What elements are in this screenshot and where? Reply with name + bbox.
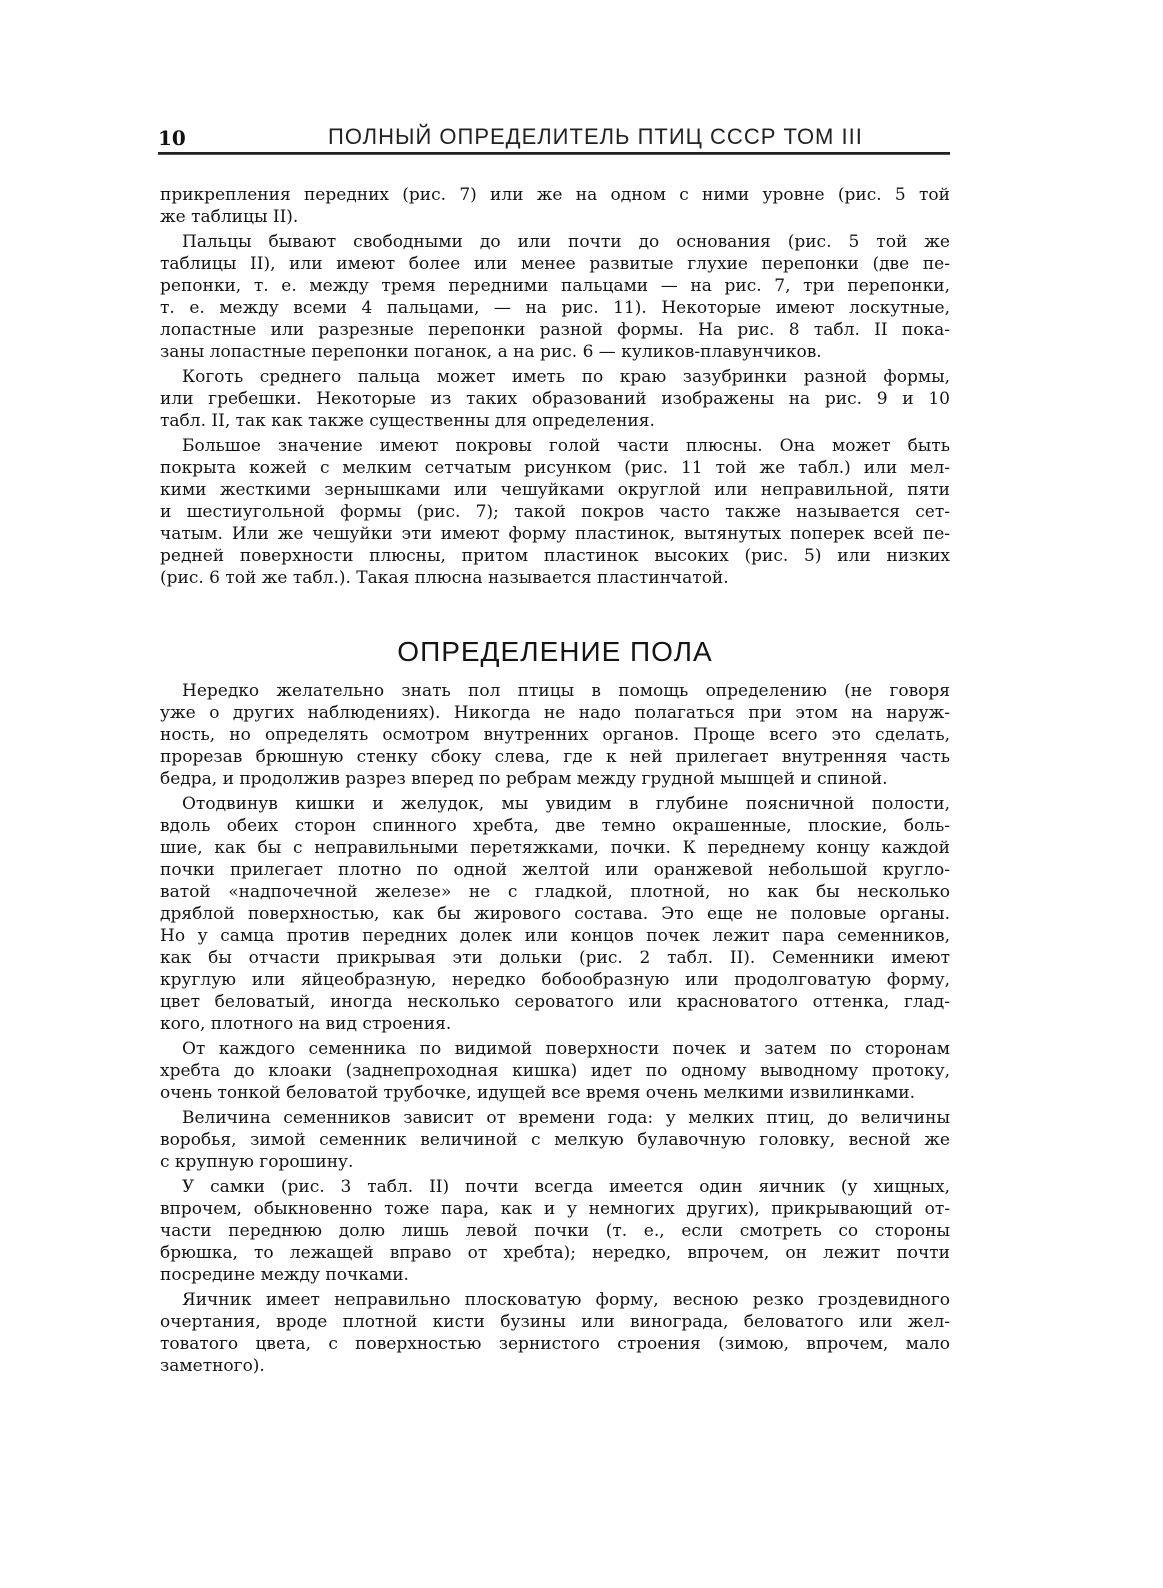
text-line: покрыта кожей с мелким сетчатым рисунком (рис. 11 той же табл.) или мел- xyxy=(160,458,950,478)
paragraph xyxy=(160,680,950,790)
text-line: и шестиугольной формы (рис. 7); такой покров часто также называется сет- xyxy=(160,502,950,522)
text-line: ватой «надпочечной железе» не с гладкой, плотной, но как бы несколько xyxy=(160,882,950,902)
text-line: бедра, и продолжив разрез вперед по ребрам между грудной мышцей и спиной. xyxy=(160,769,888,789)
text-line: заны лопастные перепонки поганок, а на рис. 6 — куликов-плавунчиков. xyxy=(160,342,822,362)
text-line: посредине между почками. xyxy=(160,1265,409,1285)
text-line: прорезав брюшную стенку сбоку слева, где к ней прилегает внутренняя часть xyxy=(160,747,950,767)
text-line: Пальцы бывают свободными до или почти до основания (рис. 5 той же xyxy=(182,232,950,252)
paragraph xyxy=(160,231,950,363)
text-line: Яичник имеет неправильно плосковатую форму, весною резко гроздевидного xyxy=(182,1290,950,1310)
paragraph xyxy=(160,1176,950,1286)
text-line: цвет беловатый, иногда несколько сероватого или красноватого оттенка, глад- xyxy=(160,992,950,1012)
paragraph xyxy=(160,435,950,589)
text-line: заметного). xyxy=(160,1356,265,1376)
text-line: дряблой поверхностью, как бы жирового состава. Это еще не половые органы. xyxy=(160,904,950,924)
text-line: как бы отчасти прикрывая эти дольки (рис. 2 табл. II). Семенники имеют xyxy=(160,948,950,968)
text-line: очень тонкой беловатой трубочке, идущей все время очень мелкими извилинками. xyxy=(160,1083,916,1103)
text-line: шие, как бы с неправильными перетяжками, почки. К переднему концу каждой xyxy=(160,838,950,858)
text-line: вдоль обеих сторон спинного хребта, две темно окрашенные, плоские, боль- xyxy=(160,816,950,836)
text-line: лопастные или разрезные перепонки разной формы. На рис. 8 табл. II пока- xyxy=(160,320,950,340)
text-line: или гребешки. Некоторые из таких образований изображены на рис. 9 и 10 xyxy=(160,389,950,409)
running-title: ПОЛНЫЙ ОПРЕДЕЛИТЕЛЬ ПТИЦ СССР ТОМ III xyxy=(328,124,863,149)
text-line: прикрепления передних (рис. 7) или же на одном с ними уровне (рис. 5 той xyxy=(160,185,950,205)
text-line: товатого цвета, с поверхностью зернистого строения (зимою, впрочем, мало xyxy=(160,1334,950,1354)
text-line: т. е. между всеми 4 пальцами, — на рис. 11). Некоторые имеют лоскутные, xyxy=(160,298,950,318)
text-line: табл. II, так как также существенны для определения. xyxy=(160,411,655,431)
paragraph xyxy=(160,1038,950,1104)
text-line: чатым. Или же чешуйки эти имеют форму пластинок, вытянутых поперек всей пе- xyxy=(160,524,950,544)
text-line: репонки, т. е. между тремя передними пальцами — на рис. 7, три перепонки, xyxy=(160,276,950,296)
text-line: брюшка, то лежащей вправо от хребта); нередко, впрочем, он лежит почти xyxy=(160,1243,950,1263)
paragraph xyxy=(160,1289,950,1377)
text-block-bottom xyxy=(160,680,950,1377)
text-line: (рис. 6 той же табл.). Такая плюсна называется пластинчатой. xyxy=(160,568,729,588)
text-line: очертания, вроде плотной кисти бузины или винограда, беловатого или жел- xyxy=(160,1312,950,1332)
text-line: редней поверхности плюсны, притом пластинок высоких (рис. 5) или низких xyxy=(160,546,950,566)
paragraph xyxy=(160,184,950,228)
text-line: Коготь среднего пальца может иметь по краю зазубринки разной формы, xyxy=(182,367,950,387)
text-line: уже о других наблюдениях). Никогда не надо полагаться при этом на наруж- xyxy=(160,703,950,723)
text-line: кими жесткими зернышками или чешуйками округлой или неправильной, пяти xyxy=(160,480,950,500)
text-block-top xyxy=(160,184,950,589)
text-line: Но у самца против передних долек или концов почек лежит пара семенников, xyxy=(160,926,950,946)
paragraph xyxy=(160,793,950,1035)
header-rule xyxy=(158,152,950,155)
text-line: Большое значение имеют покровы голой части плюсны. Она может быть xyxy=(182,436,950,456)
text-line: почки прилегает плотно по одной желтой или оранжевой небольшой кругло- xyxy=(160,860,950,880)
text-line: воробья, зимой семенник величиной с мелкую булавочную головку, весной же xyxy=(160,1130,950,1150)
text-line: части переднюю долю лишь левой почки (т. е., если смотреть со стороны xyxy=(160,1221,950,1241)
text-line: впрочем, обыкновенно тоже пара, как и у немногих других), прикрывающий от- xyxy=(160,1199,950,1219)
text-line: От каждого семенника по видимой поверхности почек и затем по сторонам xyxy=(182,1039,950,1059)
section-title: ОПРЕДЕЛЕНИЕ ПОЛА xyxy=(397,636,713,667)
text-line: кого, плотного на вид строения. xyxy=(160,1014,452,1034)
text-line: Величина семенников зависит от времени года: у мелких птиц, до величины xyxy=(182,1108,950,1128)
text-line: У самки (рис. 3 табл. II) почти всегда имеется один яичник (у хищных, xyxy=(182,1177,950,1197)
text-line: таблицы II), или имеют более или менее развитые глухие перепонки (две пе- xyxy=(160,254,950,274)
paragraph xyxy=(160,366,950,432)
page-header xyxy=(158,118,950,148)
page-number: 10 xyxy=(158,126,186,150)
text-line: с крупную горошину. xyxy=(160,1152,354,1172)
text-line: Нередко желательно знать пол птицы в помощь определению (не говоря xyxy=(182,681,950,701)
text-line: круглую или яйцеобразную, нередко бобообразную или продолговатую форму, xyxy=(160,970,950,990)
text-line: Отодвинув кишки и желудок, мы увидим в глубине поясничной полости, xyxy=(182,794,950,814)
paragraph xyxy=(160,1107,950,1173)
text-line: ность, но определять осмотром внутренних органов. Проще всего это сделать, xyxy=(160,725,950,745)
text-line: хребта до клоаки (заднепроходная кишка) идет по одному выводному протоку, xyxy=(160,1061,950,1081)
text-line: же таблицы II). xyxy=(160,207,299,227)
